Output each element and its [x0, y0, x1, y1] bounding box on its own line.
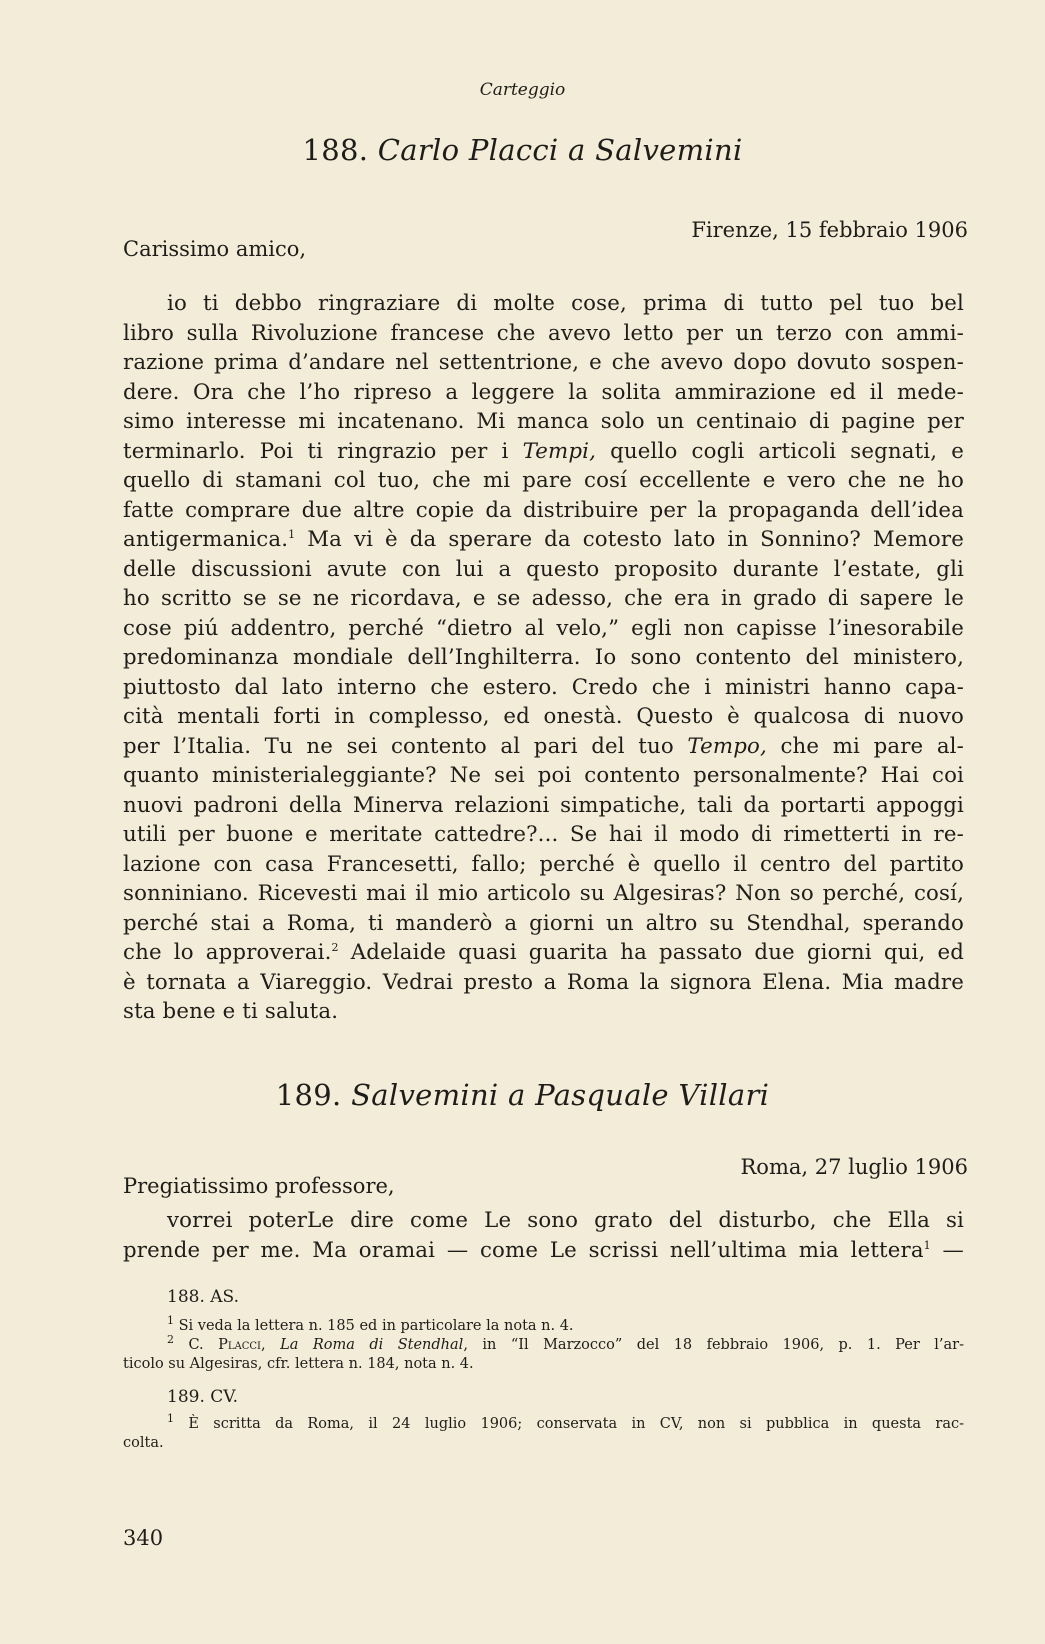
- letter-188-number: 188.: [302, 133, 369, 167]
- letter-189-heading: [0, 1078, 1045, 1112]
- letter-188-title: Carlo Placci a Salvemini: [377, 133, 743, 167]
- letter-188-place-date: Firenze, 15 febbraio 1906: [691, 218, 968, 242]
- letter-189-title: Salvemini a Pasquale Villari: [351, 1078, 770, 1112]
- footnotes: 188. AS. $^1$ Si veda la lettera n. 185 ed in particolare la nota n. 4. $^2$ C. Placci, La Roma di Stendhal, in “Il Marzocco” del 18 febbraio 1906, p. 1. Per l’ar- ticolo su Algesiras, cfr. lettera n. 184, nota n. 4. 189. CV. $^1$ È scritta da Roma, il 24 luglio 1906; conservata in CV, non si pubblica in questa rac- colta.: [123, 1287, 964, 1451]
- letter-188-salutation: Carissimo amico,: [123, 237, 307, 261]
- running-head: Carteggio: [479, 80, 566, 100]
- footnote-ref-188: 188. AS.: [167, 1287, 239, 1307]
- letter-188-heading: [0, 133, 1045, 167]
- footnote-188-2: $^2$ C. Placci, La Roma di Stendhal, in “Il Marzocco” del 18 febbraio 1906, p. 1. Per l’ar-: [167, 1333, 964, 1353]
- footnote-ref-189: 189. CV.: [167, 1387, 238, 1407]
- letter-189-number: 189.: [275, 1078, 342, 1112]
- letter-189-place-date: Roma, 27 luglio 1906: [740, 1155, 968, 1179]
- letter-188-body: io ti debbo ringraziare di molte cose, prima di tutto pel tuo bel libro sulla Rivoluzione francese che avevo letto per un terzo con ammi- razione prima d’andare nel settentrione, e che avevo dopo dovuto sospen- dere. Ora che l’ho ripreso a leggere la solita ammirazione ed il mede- simo interesse mi incatenano. Mi manca solo un centinaio di pagine per terminarlo. Poi ti ringrazio per i Tempi, quello cogli articoli segnati, e quello di stamani col tuo, che mi pare cosí eccellente e vero che ne ho fatte comprare due altre copie da distribuire per la propaganda dell’idea antigermanica.$^1$ Ma vi è da sperare da cotesto lato in Sonnino? Memore delle discussioni avute con lui a questo proposito durante l’estate, gli ho scritto se se ne ricordava, e se adesso, che era in grado di sapere le cose piú addentro, perché “dietro al velo,” egli non capisse l’inesorabile predominanza mondiale dell’Inghilterra. Io sono contento del ministero, piuttosto dal lato interno che estero. Credo che i ministri hanno capa- cità mentali forti in complesso, ed onestà. Questo è qualcosa di nuovo per l’Italia. Tu ne sei contento al pari del tuo Tempo, che mi pare al- quanto ministerialeggiante? Ne sei poi contento personalmente? Hai coi nuovi padroni della Minerva relazioni simpatiche, tali da portarti appoggi utili per buone e meritate cattedre?... Se hai il modo di rimetterti in re- lazione con casa Francesetti, fallo; perché è quello il centro del partito sonniniano. Ricevesti mai il mio articolo su Algesiras? Non so perché, cosí, perché stai a Roma, ti manderò a giorni un altro su Stendhal, sperando che lo approverai.$^2$ Adelaide quasi guarita ha passato due giorni qui, ed è tornata a Viareggio. Vedrai presto a Roma la signora Elena. Mia madre sta bene e ti saluta.: [123, 291, 965, 1024]
- footnote-189-1: $^1$ È scritta da Roma, il 24 luglio 1906; conservata in CV, non si pubblica in questa rac-: [167, 1412, 964, 1432]
- footnote-188-1: $^1$ Si veda la lettera n. 185 ed in particolare la nota n. 4.: [167, 1314, 574, 1334]
- letter-189-salutation: Pregiatissimo professore,: [123, 1174, 395, 1198]
- letter-189-body: vorrei poterLe dire come Le sono grato del disturbo, che Ella si prende per me. Ma oramai — come Le scrissi nell’ultima mia lettera$^1$ —: [123, 1208, 964, 1263]
- page-number: 340: [123, 1526, 164, 1550]
